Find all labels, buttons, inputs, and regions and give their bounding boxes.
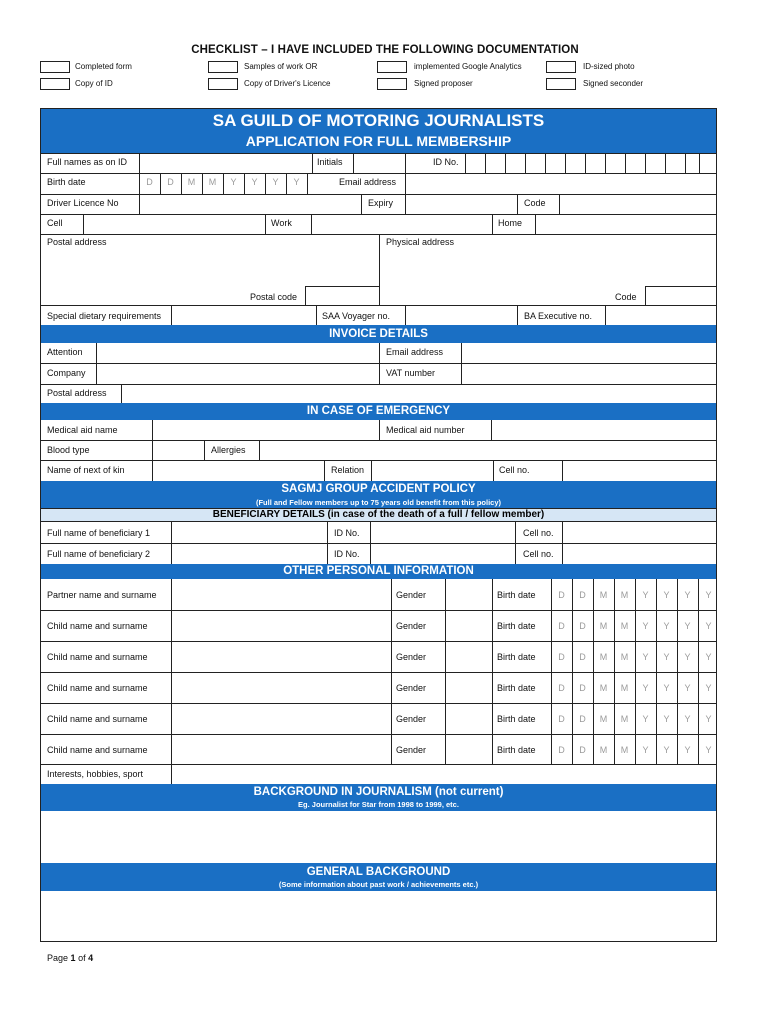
date-placeholder: Y — [684, 683, 691, 693]
beneficiary-2-label: Full name of beneficiary 2 — [47, 549, 151, 559]
birth-date-label: Birth date — [497, 590, 536, 600]
gender-label: Gender — [396, 683, 427, 693]
home-label: Home — [498, 218, 523, 228]
birth-date-label: Birth date — [497, 621, 536, 631]
gender-field[interactable] — [446, 611, 492, 641]
postal-code-label: Postal code — [250, 292, 298, 302]
general-field[interactable] — [42, 892, 716, 942]
postal-address-field[interactable] — [42, 248, 378, 286]
emergency-cell-label: Cell no. — [499, 465, 530, 475]
date-placeholder: M — [620, 652, 629, 662]
attention-label: Attention — [47, 347, 83, 357]
partner-name-field[interactable] — [172, 580, 391, 610]
beneficiary-2-field[interactable] — [172, 544, 327, 564]
journalism-note: Eg. Journalist for Star from 1998 to 1999, etc. — [298, 800, 459, 809]
id-number-field[interactable] — [466, 154, 716, 173]
date-placeholder: M — [599, 590, 608, 600]
accident-heading: SAGMJ GROUP ACCIDENT POLICY — [281, 483, 476, 495]
date-placeholder: D — [558, 683, 565, 693]
driver-licence-field[interactable] — [140, 195, 361, 214]
checkbox-signed-seconder[interactable] — [546, 78, 576, 90]
birth-date-label: Birth date — [47, 177, 86, 187]
date-placeholder: Y — [642, 683, 649, 693]
date-placeholder: Y — [705, 621, 712, 631]
full-names-label: Full names as on ID — [47, 157, 128, 167]
date-placeholder: Y — [272, 177, 279, 187]
checkbox-completed-form[interactable] — [40, 61, 70, 73]
child-name-field[interactable] — [172, 611, 391, 641]
checkbox-id-photo[interactable] — [546, 61, 576, 73]
form-title: SA GUILD OF MOTORING JOURNALISTS — [212, 111, 545, 130]
postal-code-field[interactable] — [306, 287, 379, 305]
form-header — [41, 109, 716, 153]
gender-field[interactable] — [446, 580, 492, 610]
beneficiary-1-field[interactable] — [172, 523, 327, 543]
beneficiary-heading: BENEFICIARY DETAILS (in case of the death of a full / fellow member) — [41, 508, 716, 522]
page-label: Page — [47, 953, 69, 963]
work-label: Work — [271, 218, 292, 228]
invoice-email-label: Email address — [386, 347, 444, 357]
date-placeholder: M — [599, 745, 608, 755]
relation-field[interactable] — [372, 461, 493, 481]
email-field[interactable] — [406, 174, 716, 194]
date-placeholder: D — [579, 621, 586, 631]
checkbox-drivers-licence[interactable] — [208, 78, 238, 90]
home-phone-field[interactable] — [536, 215, 716, 234]
checkbox-label: Signed proposer — [414, 79, 473, 88]
invoice-email-field[interactable] — [462, 344, 716, 363]
interests-field[interactable] — [172, 765, 716, 784]
date-placeholder: M — [620, 714, 629, 724]
gender-field[interactable] — [446, 642, 492, 672]
checkbox-label: Completed form — [75, 62, 132, 71]
date-placeholder: D — [558, 745, 565, 755]
medical-aid-name-field[interactable] — [153, 421, 379, 440]
date-placeholder: M — [599, 652, 608, 662]
gender-label: Gender — [396, 652, 427, 662]
checkbox-google-analytics[interactable] — [377, 61, 407, 73]
company-label: Company — [47, 368, 86, 378]
date-placeholder: Y — [642, 652, 649, 662]
page-footer — [47, 953, 93, 963]
blood-type-field[interactable] — [153, 441, 204, 460]
physical-address-field[interactable] — [380, 248, 716, 286]
other-row-label: Child name and surname — [47, 714, 148, 724]
accident-note: (Full and Fellow members up to 75 years old benefit from this policy) — [255, 498, 502, 507]
next-of-kin-label: Name of next of kin — [47, 465, 125, 475]
gender-field[interactable] — [446, 735, 492, 765]
other-row-label: Partner name and surname — [47, 590, 157, 600]
general-heading-block — [41, 863, 716, 891]
checkbox-label: implemented Google Analytics — [414, 62, 522, 71]
date-placeholder: M — [208, 177, 217, 187]
physical-code-field[interactable] — [646, 287, 716, 305]
medical-aid-number-label: Medical aid number — [386, 425, 465, 435]
code-field[interactable] — [560, 195, 716, 214]
other-info-table — [41, 579, 716, 764]
application-form — [40, 108, 717, 942]
date-placeholder: Y — [663, 714, 670, 724]
beneficiary-1-id-label: ID No. — [334, 528, 360, 538]
interests-label: Interests, hobbies, sport — [47, 769, 144, 779]
emergency-cell-field[interactable] — [563, 461, 716, 481]
date-placeholder: D — [558, 590, 565, 600]
invoice-postal-field[interactable] — [122, 385, 716, 403]
journalism-heading-block — [41, 784, 716, 811]
beneficiary-1-id-field[interactable] — [371, 523, 515, 543]
date-placeholder: Y — [684, 714, 691, 724]
ba-executive-label: BA Executive no. — [524, 311, 593, 321]
beneficiary-1-cell-label: Cell no. — [523, 528, 554, 538]
checkbox-samples-of-work[interactable] — [208, 61, 238, 73]
beneficiary-2-cell-field[interactable] — [563, 544, 716, 564]
emergency-heading: IN CASE OF EMERGENCY — [41, 403, 716, 420]
birth-date-field[interactable] — [140, 174, 307, 194]
initials-field[interactable] — [354, 154, 405, 173]
gender-label: Gender — [396, 590, 427, 600]
date-placeholder: D — [146, 177, 153, 187]
date-placeholder: Y — [663, 590, 670, 600]
ba-executive-field[interactable] — [606, 306, 716, 325]
expiry-label: Expiry — [368, 198, 394, 208]
other-row-label: Child name and surname — [47, 683, 148, 693]
vat-field[interactable] — [462, 364, 716, 384]
initials-label: Initials — [317, 157, 343, 167]
date-placeholder: Y — [684, 745, 691, 755]
date-placeholder: M — [620, 590, 629, 600]
other-birth-date-field[interactable] — [552, 611, 717, 641]
beneficiary-2-cell-label: Cell no. — [523, 549, 554, 559]
medical-aid-number-field[interactable] — [492, 421, 716, 440]
physical-address-label: Physical address — [386, 237, 455, 247]
page-of: of — [78, 953, 86, 963]
date-placeholder: Y — [230, 177, 237, 187]
accident-heading-block — [41, 481, 716, 508]
checkbox-label: ID-sized photo — [583, 62, 635, 71]
checkbox-label: Samples of work OR — [244, 62, 318, 71]
checkbox-label: Copy of Driver's Licence — [244, 79, 331, 88]
date-placeholder: Y — [684, 590, 691, 600]
birth-date-label: Birth date — [497, 652, 536, 662]
date-placeholder: M — [620, 621, 629, 631]
work-phone-field[interactable] — [312, 215, 492, 234]
id-no-label: ID No. — [433, 157, 459, 167]
general-note: (Some information about past work / achievements etc.) — [278, 880, 479, 889]
date-placeholder: Y — [663, 683, 670, 693]
other-birth-date-field[interactable] — [552, 642, 717, 672]
birth-date-label: Birth date — [497, 714, 536, 724]
allergies-field[interactable] — [260, 441, 716, 460]
beneficiary-2-id-label: ID No. — [334, 549, 360, 559]
child-name-field[interactable] — [172, 642, 391, 672]
date-placeholder: M — [599, 683, 608, 693]
date-placeholder: Y — [642, 590, 649, 600]
date-placeholder: D — [558, 621, 565, 631]
general-heading: GENERAL BACKGROUND — [306, 866, 451, 878]
date-placeholder: Y — [705, 745, 712, 755]
date-placeholder: Y — [705, 652, 712, 662]
date-placeholder: D — [579, 590, 586, 600]
child-name-field[interactable] — [172, 735, 391, 765]
gender-label: Gender — [396, 714, 427, 724]
full-names-field[interactable] — [140, 154, 312, 173]
email-label: Email address — [339, 177, 397, 187]
checkbox-signed-proposer[interactable] — [377, 78, 407, 90]
date-placeholder: M — [620, 683, 629, 693]
other-row-label: Child name and surname — [47, 745, 148, 755]
date-placeholder: Y — [705, 714, 712, 724]
gender-label: Gender — [396, 621, 427, 631]
birth-date-label: Birth date — [497, 683, 536, 693]
beneficiary-1-label: Full name of beneficiary 1 — [47, 528, 151, 538]
date-placeholder: M — [620, 745, 629, 755]
medical-aid-name-label: Medical aid name — [47, 425, 118, 435]
child-name-field[interactable] — [172, 704, 391, 734]
beneficiary-2-id-field[interactable] — [371, 544, 515, 564]
date-placeholder: M — [187, 177, 196, 187]
code-label: Code — [524, 198, 546, 208]
dietary-label: Special dietary requirements — [47, 311, 162, 321]
date-placeholder: D — [579, 652, 586, 662]
allergies-label: Allergies — [211, 445, 246, 455]
form-subtitle: APPLICATION FOR FULL MEMBERSHIP — [245, 133, 512, 149]
date-placeholder: D — [579, 714, 586, 724]
date-placeholder: Y — [663, 652, 670, 662]
other-birth-date-field[interactable] — [552, 704, 717, 734]
checkbox-label: Signed seconder — [583, 79, 644, 88]
date-placeholder: D — [579, 683, 586, 693]
birth-date-label: Birth date — [497, 745, 536, 755]
next-of-kin-field[interactable] — [153, 461, 324, 481]
other-info-heading: OTHER PERSONAL INFORMATION — [41, 564, 716, 579]
date-placeholder: D — [558, 652, 565, 662]
attention-field[interactable] — [97, 344, 379, 363]
other-birth-date-field[interactable] — [552, 580, 717, 610]
date-placeholder: Y — [663, 745, 670, 755]
date-placeholder: D — [558, 714, 565, 724]
expiry-field[interactable] — [406, 195, 517, 214]
page-total: 4 — [88, 953, 94, 963]
other-row-label: Child name and surname — [47, 652, 148, 662]
gender-label: Gender — [396, 745, 427, 755]
date-placeholder: Y — [293, 177, 300, 187]
company-field[interactable] — [97, 364, 379, 384]
date-placeholder: Y — [663, 621, 670, 631]
date-placeholder: Y — [705, 590, 712, 600]
date-placeholder: D — [579, 745, 586, 755]
date-placeholder: Y — [705, 683, 712, 693]
other-birth-date-field[interactable] — [552, 735, 717, 765]
gender-field[interactable] — [446, 673, 492, 703]
child-name-field[interactable] — [172, 673, 391, 703]
date-placeholder: Y — [642, 621, 649, 631]
page-current: 1 — [70, 953, 76, 963]
postal-address-label: Postal address — [47, 237, 107, 247]
saa-voyager-label: SAA Voyager no. — [322, 311, 391, 321]
driver-licence-label: Driver Licence No — [47, 198, 119, 208]
date-placeholder: D — [167, 177, 174, 187]
date-placeholder: M — [599, 714, 608, 724]
other-birth-date-field[interactable] — [552, 673, 717, 703]
relation-label: Relation — [331, 465, 365, 475]
invoice-heading: INVOICE DETAILS — [41, 325, 716, 343]
date-placeholder: Y — [684, 652, 691, 662]
date-placeholder: M — [599, 621, 608, 631]
blood-type-label: Blood type — [47, 445, 90, 455]
journalism-field[interactable] — [42, 812, 716, 863]
beneficiary-1-cell-field[interactable] — [563, 523, 716, 543]
journalism-heading: BACKGROUND IN JOURNALISM (not current) — [253, 786, 504, 798]
invoice-postal-label: Postal address — [47, 388, 107, 398]
cell-field[interactable] — [84, 215, 265, 234]
date-placeholder: Y — [251, 177, 258, 187]
cell-label: Cell — [47, 218, 63, 228]
gender-field[interactable] — [446, 704, 492, 734]
checkbox-copy-of-id[interactable] — [40, 78, 70, 90]
checklist-title: CHECKLIST – I HAVE INCLUDED THE FOLLOWING DOCUMENTATION — [191, 44, 579, 56]
date-placeholder: Y — [642, 714, 649, 724]
date-placeholder: Y — [684, 621, 691, 631]
checkbox-label: Copy of ID — [75, 79, 113, 88]
physical-code-label: Code — [615, 292, 637, 302]
saa-voyager-field[interactable] — [406, 306, 517, 325]
other-row-label: Child name and surname — [47, 621, 148, 631]
dietary-field[interactable] — [172, 306, 316, 325]
vat-label: VAT number — [386, 368, 436, 378]
date-placeholder: Y — [642, 745, 649, 755]
